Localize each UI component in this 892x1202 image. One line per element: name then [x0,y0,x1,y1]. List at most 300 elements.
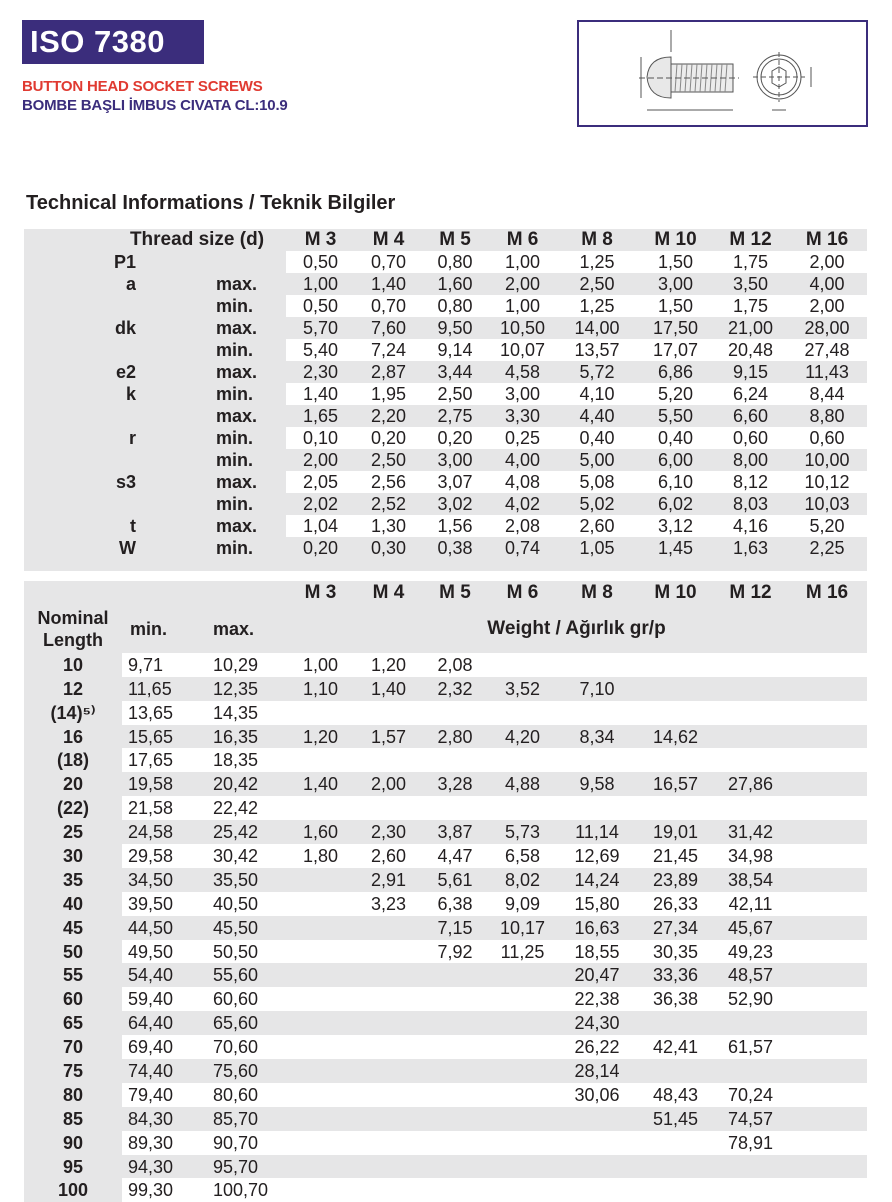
nominal-length-cell: 20 [24,772,122,796]
tech-value-cell: 0,70 [355,251,422,273]
weight-value-cell: 1,80 [286,844,355,868]
tech-value-cell: 2,00 [488,273,557,295]
tech-row-minmax: max. [136,273,286,295]
weight-size-header-row [24,581,867,605]
tech-value-cell: 2,00 [286,449,355,471]
tech-value-cell: 17,50 [637,317,714,339]
weight-value-cell [422,1155,488,1179]
tech-row [24,405,867,427]
weight-value-cell: 3,23 [355,892,422,916]
tech-value-cell: 2,25 [787,537,867,559]
weight-value-cell [714,1011,787,1035]
tech-value-cell: 0,20 [422,427,488,449]
tech-row [24,317,867,339]
tech-row-label [24,339,136,361]
tech-value-cell: 4,40 [557,405,637,427]
weight-label-row [24,605,867,653]
weight-value-cell [355,1155,422,1179]
length-min-cell: 69,40 [122,1035,207,1059]
tech-value-cell: 4,16 [714,515,787,537]
tech-row [24,515,867,537]
tech-value-cell: 0,30 [355,537,422,559]
weight-size-m3: M 3 [286,581,355,605]
nominal-length-cell: 35 [24,868,122,892]
tech-value-cell: 5,50 [637,405,714,427]
nominal-length-label: Nominal Length [24,605,122,653]
weight-value-cell [557,748,637,772]
weight-value-cell [355,940,422,964]
tech-value-cell: 4,00 [488,449,557,471]
weight-value-cell: 7,10 [557,677,637,701]
weight-value-cell [714,1155,787,1179]
tech-value-cell: 10,03 [787,493,867,515]
tech-value-cell: 2,50 [355,449,422,471]
tech-value-cell: 8,00 [714,449,787,471]
length-min-cell: 34,50 [122,868,207,892]
weight-value-cell: 4,47 [422,844,488,868]
weight-body [24,653,867,1202]
weight-value-cell: 26,22 [557,1035,637,1059]
tech-row-label: W [24,537,136,559]
weight-value-cell: 16,57 [637,772,714,796]
tech-value-cell: 0,60 [787,427,867,449]
max-label: max. [207,605,286,653]
tech-value-cell: 2,75 [422,405,488,427]
tech-value-cell: 1,50 [637,295,714,317]
tech-value-cell: 5,02 [557,493,637,515]
tech-value-cell: 9,15 [714,361,787,383]
weight-value-cell: 45,67 [714,916,787,940]
weight-value-cell [488,1083,557,1107]
tech-value-cell: 6,60 [714,405,787,427]
tech-value-cell: 2,87 [355,361,422,383]
tech-value-cell: 8,80 [787,405,867,427]
size-header-m3: M 3 [286,229,355,251]
weight-value-cell [787,1131,867,1155]
length-max-cell: 12,35 [207,677,286,701]
weight-row [24,940,867,964]
weight-size-m16: M 16 [787,581,867,605]
length-min-cell: 11,65 [122,677,207,701]
weight-value-cell: 10,17 [488,916,557,940]
nominal-length-cell: 25 [24,820,122,844]
nominal-length-cell: 16 [24,725,122,749]
length-min-cell: 84,30 [122,1107,207,1131]
weight-value-cell [787,868,867,892]
length-max-cell: 45,50 [207,916,286,940]
weight-value-cell: 61,57 [714,1035,787,1059]
weight-value-cell [787,1059,867,1083]
size-header-m16: M 16 [787,229,867,251]
tech-value-cell: 8,44 [787,383,867,405]
weight-value-cell [557,701,637,725]
screw-drawing-svg [579,22,866,125]
tech-value-cell: 2,60 [557,515,637,537]
tech-value-cell: 10,07 [488,339,557,361]
weight-value-cell [422,748,488,772]
tech-value-cell: 2,00 [787,251,867,273]
tech-value-cell: 0,50 [286,295,355,317]
weight-value-cell [355,1083,422,1107]
weight-value-cell [286,1107,355,1131]
weight-size-m5: M 5 [422,581,488,605]
weight-value-cell [355,1131,422,1155]
weight-value-cell [787,1107,867,1131]
tech-value-cell: 13,57 [557,339,637,361]
tech-value-cell: 0,80 [422,295,488,317]
weight-value-cell [714,653,787,677]
tech-value-cell: 0,20 [286,537,355,559]
length-max-cell: 30,42 [207,844,286,868]
weight-row [24,844,867,868]
weight-value-cell: 5,73 [488,820,557,844]
weight-value-cell [286,1035,355,1059]
tech-value-cell: 4,58 [488,361,557,383]
tech-value-cell: 2,05 [286,471,355,493]
weight-value-cell [787,940,867,964]
weight-value-cell: 2,30 [355,820,422,844]
weight-value-cell [422,701,488,725]
weight-value-cell: 2,32 [422,677,488,701]
nominal-length-cell: 95 [24,1155,122,1179]
length-min-cell: 39,50 [122,892,207,916]
weight-row [24,963,867,987]
weight-row [24,1178,867,1202]
tech-row-minmax: min. [136,427,286,449]
weight-value-cell [557,653,637,677]
tech-value-cell: 2,52 [355,493,422,515]
weight-value-cell: 34,98 [714,844,787,868]
weight-value-cell [637,653,714,677]
weight-value-cell [637,1059,714,1083]
weight-row [24,1083,867,1107]
weight-value-cell [355,987,422,1011]
weight-value-cell [787,1035,867,1059]
weight-value-cell [637,1011,714,1035]
tech-value-cell: 3,00 [422,449,488,471]
tech-value-cell: 1,56 [422,515,488,537]
weight-value-cell: 19,01 [637,820,714,844]
weight-value-cell [714,796,787,820]
tech-value-cell: 3,30 [488,405,557,427]
weight-value-cell [787,1155,867,1179]
tech-value-cell: 11,43 [787,361,867,383]
tech-row-minmax: min. [136,493,286,515]
weight-value-cell: 2,91 [355,868,422,892]
tech-value-cell: 0,40 [637,427,714,449]
weight-value-cell: 3,28 [422,772,488,796]
length-min-cell: 13,65 [122,701,207,725]
tech-row-minmax: max. [136,471,286,493]
weight-value-cell [355,1178,422,1202]
weight-value-cell [286,868,355,892]
weight-value-cell [488,653,557,677]
tech-value-cell: 0,74 [488,537,557,559]
weight-value-cell [488,1059,557,1083]
weight-value-cell [355,796,422,820]
weight-value-cell [787,725,867,749]
length-min-cell: 64,40 [122,1011,207,1035]
weight-row [24,892,867,916]
weight-value-cell: 38,54 [714,868,787,892]
tech-value-cell: 0,50 [286,251,355,273]
weight-value-cell [488,1131,557,1155]
tech-value-cell: 2,30 [286,361,355,383]
tech-value-cell: 4,08 [488,471,557,493]
weight-value-cell [787,1178,867,1202]
tech-value-cell: 1,04 [286,515,355,537]
length-max-cell: 60,60 [207,987,286,1011]
weight-size-m12: M 12 [714,581,787,605]
length-min-cell: 44,50 [122,916,207,940]
technical-info-table [24,229,867,571]
weight-value-cell [787,892,867,916]
length-min-cell: 24,58 [122,820,207,844]
tech-value-cell: 7,24 [355,339,422,361]
weight-row [24,868,867,892]
tech-value-cell: 6,10 [637,471,714,493]
weight-value-cell [557,1178,637,1202]
tech-value-cell: 6,00 [637,449,714,471]
weight-value-cell: 16,63 [557,916,637,940]
weight-value-cell: 5,61 [422,868,488,892]
weight-value-cell [286,1083,355,1107]
tech-value-cell: 3,02 [422,493,488,515]
weight-value-cell: 8,02 [488,868,557,892]
weight-value-cell [286,940,355,964]
weight-value-cell: 9,58 [557,772,637,796]
weight-row [24,1011,867,1035]
weight-row [24,748,867,772]
weight-value-cell [286,963,355,987]
weight-value-cell: 33,36 [637,963,714,987]
weight-value-cell [488,1011,557,1035]
tech-row-minmax: max. [136,361,286,383]
weight-value-cell: 27,34 [637,916,714,940]
tech-value-cell: 7,60 [355,317,422,339]
weight-row [24,1107,867,1131]
length-min-cell: 49,50 [122,940,207,964]
tech-value-cell: 2,50 [557,273,637,295]
tech-value-cell: 0,25 [488,427,557,449]
weight-value-cell: 70,24 [714,1083,787,1107]
weight-value-cell [286,1059,355,1083]
tech-row-label [24,295,136,317]
tech-value-cell: 1,95 [355,383,422,405]
weight-size-m4: M 4 [355,581,422,605]
nominal-length-cell: 85 [24,1107,122,1131]
weight-value-cell [286,916,355,940]
tech-value-cell: 1,40 [355,273,422,295]
weight-row [24,653,867,677]
weight-size-m8: M 8 [557,581,637,605]
tech-value-cell: 1,00 [488,251,557,273]
tech-row [24,339,867,361]
weight-value-cell [355,916,422,940]
weight-value-cell: 2,00 [355,772,422,796]
weight-value-cell [787,701,867,725]
size-header-m4: M 4 [355,229,422,251]
weight-value-cell [422,987,488,1011]
standard-badge: ISO 7380 [22,20,204,64]
tech-row-label: r [24,427,136,449]
length-min-cell: 99,30 [122,1178,207,1202]
weight-value-cell [422,1131,488,1155]
tech-value-cell: 5,72 [557,361,637,383]
weight-value-cell [787,748,867,772]
tech-row-label: a [24,273,136,295]
tech-value-cell: 2,50 [422,383,488,405]
weight-value-cell [286,796,355,820]
tech-value-cell: 3,44 [422,361,488,383]
weight-value-cell: 48,43 [637,1083,714,1107]
size-header-m12: M 12 [714,229,787,251]
weight-value-cell: 1,60 [286,820,355,844]
tech-row-label [24,405,136,427]
length-max-cell: 18,35 [207,748,286,772]
weight-value-cell [637,1178,714,1202]
weight-value-cell [637,677,714,701]
weight-row [24,916,867,940]
nominal-length-cell: (22) [24,796,122,820]
tech-value-cell: 6,86 [637,361,714,383]
weight-value-cell: 1,10 [286,677,355,701]
tech-value-cell: 27,48 [787,339,867,361]
tech-row [24,427,867,449]
weight-value-cell [557,1155,637,1179]
length-max-cell: 85,70 [207,1107,286,1131]
tech-value-cell: 5,70 [286,317,355,339]
weight-value-cell: 1,00 [286,653,355,677]
weight-row [24,701,867,725]
weight-value-cell: 11,14 [557,820,637,844]
nominal-length-cell: 80 [24,1083,122,1107]
weight-value-cell: 27,86 [714,772,787,796]
tech-value-cell: 3,00 [637,273,714,295]
weight-value-cell [422,1083,488,1107]
weight-value-cell [787,844,867,868]
tech-value-cell: 0,20 [355,427,422,449]
tech-header-row [24,229,867,251]
tech-value-cell: 1,05 [557,537,637,559]
weight-value-cell [714,1178,787,1202]
weight-size-m10: M 10 [637,581,714,605]
weight-row [24,1035,867,1059]
length-max-cell: 14,35 [207,701,286,725]
weight-value-cell [422,1035,488,1059]
weight-row [24,987,867,1011]
nominal-length-cell: 60 [24,987,122,1011]
weight-value-cell: 2,60 [355,844,422,868]
weight-value-cell [422,796,488,820]
tech-row-label [24,449,136,471]
weight-value-cell [637,1155,714,1179]
length-max-cell: 65,60 [207,1011,286,1035]
weight-value-cell: 7,15 [422,916,488,940]
weight-value-cell: 3,87 [422,820,488,844]
tech-value-cell: 0,10 [286,427,355,449]
length-max-cell: 70,60 [207,1035,286,1059]
tech-value-cell: 1,40 [286,383,355,405]
weight-value-cell [355,701,422,725]
tech-value-cell: 1,65 [286,405,355,427]
tech-value-cell: 17,07 [637,339,714,361]
weight-value-cell: 6,38 [422,892,488,916]
weight-value-cell [488,1155,557,1179]
tech-row [24,493,867,515]
weight-value-cell [787,963,867,987]
length-max-cell: 35,50 [207,868,286,892]
weight-value-cell: 74,57 [714,1107,787,1131]
length-min-cell: 94,30 [122,1155,207,1179]
weight-value-cell: 15,80 [557,892,637,916]
tech-value-cell: 1,25 [557,251,637,273]
weight-value-cell: 51,45 [637,1107,714,1131]
weight-value-cell [557,1131,637,1155]
tech-value-cell: 0,70 [355,295,422,317]
weight-value-cell [714,701,787,725]
weight-value-cell: 21,45 [637,844,714,868]
tech-value-cell: 4,00 [787,273,867,295]
weight-value-cell [787,916,867,940]
weight-value-cell: 49,23 [714,940,787,964]
tech-row [24,251,867,273]
weight-value-cell [355,1107,422,1131]
weight-value-cell: 1,20 [286,725,355,749]
weight-value-cell [422,963,488,987]
weight-value-cell: 1,40 [355,677,422,701]
tech-value-cell: 10,12 [787,471,867,493]
weight-value-cell: 78,91 [714,1131,787,1155]
section-title: Technical Informations / Teknik Bilgiler [26,192,396,214]
tech-value-cell: 1,75 [714,295,787,317]
tech-row-minmax: max. [136,405,286,427]
nominal-length-cell: 90 [24,1131,122,1155]
tech-row-label: dk [24,317,136,339]
length-min-cell: 59,40 [122,987,207,1011]
weight-value-cell: 11,25 [488,940,557,964]
tech-value-cell: 1,25 [557,295,637,317]
weight-row [24,725,867,749]
weight-value-cell [488,963,557,987]
length-max-cell: 20,42 [207,772,286,796]
weight-value-cell [787,1083,867,1107]
weight-value-cell [714,748,787,772]
tech-spacer-row [24,559,867,571]
weight-value-cell: 23,89 [637,868,714,892]
weight-value-cell [488,748,557,772]
tech-value-cell: 2,20 [355,405,422,427]
length-max-cell: 95,70 [207,1155,286,1179]
weight-value-cell [286,748,355,772]
weight-value-cell [286,1011,355,1035]
nominal-length-cell: 30 [24,844,122,868]
tech-value-cell: 4,10 [557,383,637,405]
weight-row [24,1131,867,1155]
tech-value-cell: 1,75 [714,251,787,273]
tech-row [24,273,867,295]
weight-value-cell: 9,09 [488,892,557,916]
length-min-cell: 74,40 [122,1059,207,1083]
tech-row-minmax: min. [136,295,286,317]
weight-value-cell: 48,57 [714,963,787,987]
length-max-cell: 40,50 [207,892,286,916]
weight-value-cell [787,987,867,1011]
tech-value-cell: 9,14 [422,339,488,361]
weight-value-cell [286,1155,355,1179]
tech-row [24,295,867,317]
weight-value-cell [714,725,787,749]
